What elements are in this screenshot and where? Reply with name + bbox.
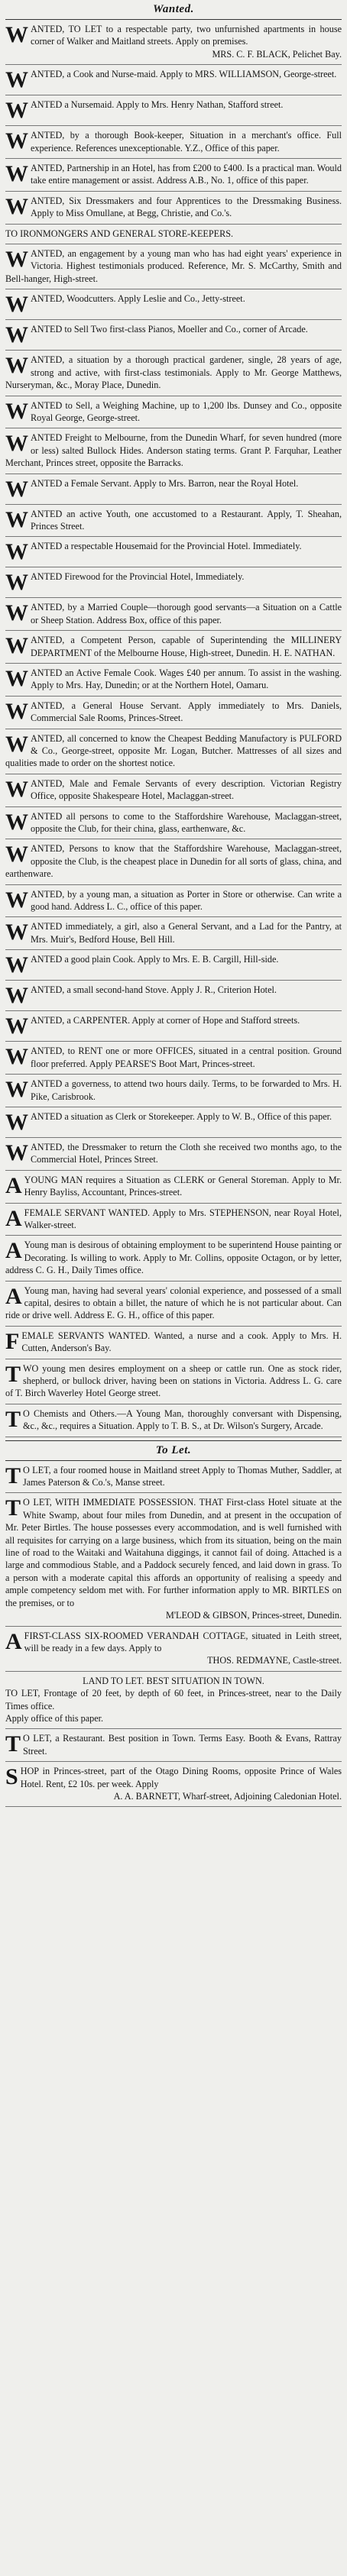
drop-cap-letter: W: [5, 665, 28, 691]
drop-cap-letter: W: [5, 1077, 28, 1103]
ad-text: ANTED all persons to come to the Staffordshire Warehouse, Maclaggan-street, opposite the Club, for their china, glass, earthenware, &c.: [31, 810, 342, 835]
drop-cap-letter: W: [5, 322, 28, 348]
ad-text: ANTED to Sell, a Weighing Machine, up to 1,200 lbs. Dunsey and Co., opposite Royal George, George-street.: [31, 399, 342, 423]
ad-text: TO LET, Frontage of 20 feet, by depth of 60 feet, in Princes-street, near to the Daily Times office.: [5, 1688, 342, 1711]
drop-cap-letter: W: [5, 193, 28, 219]
drop-cap-letter: W: [5, 887, 28, 913]
ad-text: ANTED, all concerned to know the Cheapest Bedding Manufactory is PULFORD & Co., George-street, opposite Mr. Logan, Butcher. Mattresses of all sizes and qualities made to order on the shortest notice.: [5, 732, 342, 769]
ad-text: FEMALE SERVANT WANTED. Apply to Mrs. STEPHENSON, near Royal Hotel, Walker-street.: [24, 1207, 342, 1230]
drop-cap-letter: W: [5, 920, 28, 945]
ad-text: O Chemists and Others.—A Young Man, thoroughly conversant with Dispensing, &c., &c., requires a Situation. Apply to T. B. S., at Dr. Wilson's Surgery, Arcade.: [23, 1408, 342, 1432]
drop-cap-letter: W: [5, 353, 28, 379]
drop-cap-letter: W: [5, 476, 28, 502]
ad-text: ANTED, a Competent Person, capable of Superintending the MILLINERY DEPARTMENT of the Melbourne House, High-street, Dunedin. H. E. NATHAN.: [31, 635, 342, 658]
drop-cap-letter: W: [5, 600, 28, 626]
classified-ad: [5, 807, 342, 840]
drop-cap-letter: A: [5, 1238, 22, 1264]
ad-text: ANTED, a General House Servant. Apply immediately to Mrs. Daniels, Commercial Sale Rooms, Princes-Street.: [31, 700, 342, 724]
drop-cap-letter: T: [5, 1361, 21, 1387]
drop-cap-letter: W: [5, 247, 28, 273]
classified-ad: [5, 289, 342, 320]
classified-ad: [5, 729, 342, 774]
classified-ad: [5, 1042, 342, 1075]
ad-text: ANTED a situation as Clerk or Storekeeper. Apply to W. B., Office of this paper.: [31, 1110, 332, 1122]
classified-ad: [5, 1282, 342, 1327]
ad-text: ANTED, TO LET to a respectable party, two unfurnished apartments in house corner of Walker and Maitland streets. Apply on premises.: [31, 24, 342, 47]
classified-ad: [5, 505, 342, 538]
drop-cap-letter: W: [5, 1109, 28, 1135]
classified-ad: [5, 1075, 342, 1107]
drop-cap-letter: T: [5, 1463, 21, 1488]
drop-cap-letter: W: [5, 539, 28, 565]
section-heading-wanted: Wanted.: [5, 3, 342, 20]
classified-ad: [5, 1461, 342, 1494]
ad-text: ANTED, by a young man, a situation as Porter in Store or otherwise. Can write a good hand. Address L. C., office of this paper.: [31, 888, 342, 913]
classified-ad: [5, 95, 342, 126]
drop-cap-letter: T: [5, 1731, 21, 1757]
classified-ad: [5, 244, 342, 289]
ad-footer-line: Apply office of this paper.: [5, 1712, 104, 1724]
ad-text: WO young men desires employment on a sheep or cattle run. One as stock rider, shepherd, or bullock driver, having been on stations in Victoria. Address L. G. care of T. Birch Waverley Hotel George street.: [5, 1362, 342, 1399]
classified-ad: [5, 20, 342, 65]
ad-text: HOP in Princes-street, part of the Otago Dining Rooms, opposite Prince of Wales Hotel. Rent, £2 10s. per week. Apply: [20, 1766, 342, 1789]
classified-ad: [5, 428, 342, 474]
drop-cap-letter: S: [5, 1764, 18, 1790]
classified-ad: [5, 1107, 342, 1138]
ad-text: ANTED, the Dressmaker to return the Cloth she received two months ago, to the Commercial Hotel, Princes Street.: [31, 1141, 342, 1165]
ad-text: O LET, a four roomed house in Maitland street Apply to Thomas Muther, Saddler, at James Paterson & Co.'s, Manse street.: [23, 1464, 342, 1488]
drop-cap-letter: A: [5, 1205, 22, 1231]
classified-ad: [5, 320, 342, 351]
ad-signature: A. A. BARNETT, Wharf-street, Adjoining Caledonian Hotel.: [113, 1790, 342, 1802]
drop-cap-letter: A: [5, 1172, 22, 1198]
ad-text: ANTED, a situation by a thorough practical gardener, single, 28 years of age, strong and active, with first-class testimonials. Apply to Mr. George Matthews, Nurseryman, &c., Moray Place, Dunedin.: [5, 354, 342, 391]
ad-text: ANTED immediately, a girl, also a General Servant, and a Lad for the Pantry, at Mrs. Muir's, Bedford House, Bell Hill.: [31, 921, 342, 945]
drop-cap-letter: T: [5, 1495, 21, 1521]
classified-ad: [5, 1404, 342, 1437]
ad-text: TO IRONMONGERS AND GENERAL STORE-KEEPERS.: [5, 228, 234, 239]
ad-text: ANTED, by a Married Couple—thorough good servants—a Situation on a Cattle or Sheep Station. Address Box, office of this paper.: [31, 602, 342, 625]
ad-text: ANTED, a CARPENTER. Apply at corner of Hope and Stafford streets.: [31, 1015, 300, 1026]
classified-ad: [5, 1011, 342, 1042]
drop-cap-letter: W: [5, 952, 28, 978]
to-let-ads-list: [5, 1461, 342, 1808]
ad-signature: THOS. REDMAYNE, Castle-street.: [207, 1655, 342, 1666]
classified-ad: [5, 1138, 342, 1171]
ad-text: ANTED, by a thorough Book-keeper, Situation in a merchant's office. Full experience. References unexceptionable. Y.Z., Office of this paper.: [31, 130, 342, 154]
ad-text: FIRST-CLASS SIX-ROOMED VERANDAH COTTAGE, situated in Leith street, will be ready in a few days. Apply to: [24, 1630, 342, 1653]
drop-cap-letter: W: [5, 506, 28, 532]
classified-ad: [5, 126, 342, 159]
ad-text: EMALE SERVANTS WANTED. Wanted, a nurse and a cook. Apply to Mrs. H. Cutten, Anderson's Bay.: [21, 1330, 342, 1354]
section-heading-to-let: To Let.: [5, 1440, 342, 1461]
ad-text: O LET, WITH IMMEDIATE POSSESSION. THAT First-class Hotel situate at the White Swamp, about four miles from Dunedin, and at present in the occupation of Mr. Peter Birtles. The house possesses every accommodation, and is well furnished with all requisites for carrying on a large business, which from its situation, being on the main line of road to the Waitaki and Waitahuna diggings, it cannot fail of doing. Attached is a large and commodious Stable, and a Paddock securely fenced, and laid down in grass. To a person with a moderate capital this affords an opportunity of realising a speedy and ample competency seldom met with. For further information apply to MR. BIRTLES on the premises, or to: [5, 1497, 342, 1608]
classified-ad: [5, 885, 342, 918]
drop-cap-letter: W: [5, 1013, 28, 1039]
ad-text: YOUNG MAN requires a Situation as CLERK or General Storeman. Apply to Mr. Henry Bayliss, Accountant, Princes-street.: [24, 1174, 342, 1198]
drop-cap-letter: W: [5, 431, 28, 457]
classified-ad: [5, 598, 342, 631]
ad-text: ANTED, a small second-hand Stove. Apply J. R., Criterion Hotel.: [31, 984, 277, 996]
ad-text: ANTED a Nursemaid. Apply to Mrs. Henry Nathan, Stafford street.: [31, 99, 284, 111]
classified-ad: [5, 950, 342, 981]
drop-cap-letter: W: [5, 570, 28, 596]
classified-ad: [5, 192, 342, 225]
classified-ad: [5, 1327, 342, 1359]
ad-signature: MRS. C. F. BLACK, Pelichet Bay.: [212, 48, 342, 60]
classified-ad: [5, 774, 342, 807]
classified-ad: [5, 664, 342, 697]
classified-ad: [5, 396, 342, 429]
wanted-ads-list: [5, 20, 342, 1437]
drop-cap-letter: W: [5, 292, 28, 318]
classified-ad: [5, 225, 342, 244]
ad-text: ANTED Freight to Melbourne, from the Dunedin Wharf, for seven hundred (more or less) salted Bullock Hides. Anderson stating terms. Grant P. Farquhar, Leather Merchant, Princes street, opposite the Barracks.: [5, 432, 342, 469]
ad-text: ANTED, Partnership in an Hotel, has from £200 to £400. Is a practical man. Would take entire management or assist. Address A.B., No. 1, office of this paper.: [31, 163, 342, 186]
classified-ad: [5, 917, 342, 950]
classified-ad: [5, 1359, 342, 1404]
drop-cap-letter: W: [5, 731, 28, 757]
classified-ad: [5, 351, 342, 396]
classified-ad: [5, 1493, 342, 1626]
drop-cap-letter: W: [5, 98, 28, 124]
ad-text: ANTED an active Youth, one accustomed to a Restaurant. Apply, T. Sheahan, Princes Street.: [31, 508, 342, 532]
classified-ad: [5, 1762, 342, 1807]
ad-text: Young man, having had several years' colonial experience, and possessed of a small capital, desires to obtain a billet, the nature of which he is not particular about. Can ride or drive well. Address E. G. H., office of this paper.: [5, 1285, 342, 1321]
classified-ad: [5, 1171, 342, 1204]
ad-text: ANTED Firewood for the Provincial Hotel, Immediately.: [31, 571, 245, 583]
classified-ad: [5, 1627, 342, 1672]
ad-text: ANTED a governess, to attend two hours daily. Terms, to be forwarded to Mrs. H. Pike, Carisbrook.: [31, 1078, 342, 1102]
ad-text: ANTED, Persons to know that the Staffordshire Warehouse, Maclaggan-street, opposite the Club, is the cheapest place in Dunedin for all sorts of glass, china, and earthenware.: [5, 843, 342, 880]
drop-cap-letter: W: [5, 633, 28, 659]
drop-cap-letter: W: [5, 1044, 28, 1070]
drop-cap-letter: W: [5, 776, 28, 802]
classified-ad: [5, 839, 342, 884]
ad-signature: M'LEOD & GIBSON, Princes-street, Dunedin.: [165, 1610, 342, 1621]
drop-cap-letter: W: [5, 698, 28, 724]
classified-ad: [5, 567, 342, 598]
classified-ad: [5, 631, 342, 664]
classifieds-column: [5, 0, 342, 1807]
ad-text: Young man is desirous of obtaining employment to be superintend House painting or Decorating. Is willing to work. Apply to Mr. Collins, opposite Octagon, or by letter, address C. G. H., Daily Times office.: [5, 1240, 342, 1276]
classified-ad: [5, 65, 342, 95]
drop-cap-letter: W: [5, 842, 28, 868]
drop-cap-letter: W: [5, 128, 28, 154]
ad-text: ANTED to Sell Two first-class Pianos, Moeller and Co., corner of Arcade.: [31, 324, 308, 335]
classified-ad: [5, 697, 342, 729]
classified-ad: [5, 1672, 342, 1730]
drop-cap-letter: A: [5, 1628, 22, 1654]
drop-cap-letter: W: [5, 1139, 28, 1165]
ad-text: ANTED, a Cook and Nurse-maid. Apply to MRS. WILLIAMSON, George-street.: [31, 69, 337, 80]
ad-text: ANTED, Six Dressmakers and four Apprentices to the Dressmaking Business. Apply to Miss Omullane, at Begg, Christie, and Co.'s.: [31, 195, 342, 219]
ad-text: ANTED, Woodcutters. Apply Leslie and Co., Jetty-street.: [31, 293, 245, 305]
classified-ad: [5, 1204, 342, 1236]
classified-ad: [5, 1236, 342, 1281]
drop-cap-letter: W: [5, 22, 28, 47]
ad-text: ANTED a Female Servant. Apply to Mrs. Barron, near the Royal Hotel.: [31, 477, 299, 489]
ad-text: ANTED, to RENT one or more OFFICES, situated in a central position. Ground floor preferred. Apply PEARSE'S Boot Mart, Princes-street.: [31, 1046, 342, 1069]
drop-cap-letter: W: [5, 398, 28, 424]
drop-cap-letter: A: [5, 1283, 22, 1309]
drop-cap-letter: W: [5, 983, 28, 1009]
ad-text: ANTED an Active Female Cook. Wages £40 per annum. To assist in the washing. Apply to Mrs. Hay, Dunedin; or at the Northern Hotel, Oamaru.: [31, 667, 342, 691]
drop-cap-letter: W: [5, 67, 28, 93]
ad-text: ANTED, Male and Female Servants of every description. Victorian Registry Office, opposite Shakespeare Hotel, Maclaggan-street.: [31, 777, 342, 802]
classified-ad: [5, 159, 342, 192]
ad-text: O LET, a Restaurant. Best position in Town. Terms Easy. Booth & Evans, Rattray Street.: [23, 1733, 342, 1757]
drop-cap-letter: W: [5, 161, 28, 187]
classified-ad: [5, 537, 342, 567]
classified-ad: [5, 1729, 342, 1762]
ad-text: ANTED a respectable Housemaid for the Provincial Hotel. Immediately.: [31, 541, 302, 552]
ad-subheading: LAND TO LET. BEST SITUATION IN TOWN.: [83, 1675, 264, 1686]
ad-text: ANTED a good plain Cook. Apply to Mrs. E. B. Cargill, Hill-side.: [31, 954, 279, 965]
drop-cap-letter: W: [5, 809, 28, 835]
ad-text: ANTED, an engagement by a young man who has had eight years' experience in Victoria. Highest testimonials produced. Reference, Mr. S. McCarthy, Smith and Bell-hanger, High-street.: [5, 248, 342, 284]
drop-cap-letter: F: [5, 1328, 20, 1354]
classified-ad: [5, 474, 342, 505]
classified-ad: [5, 981, 342, 1011]
drop-cap-letter: T: [5, 1406, 21, 1432]
